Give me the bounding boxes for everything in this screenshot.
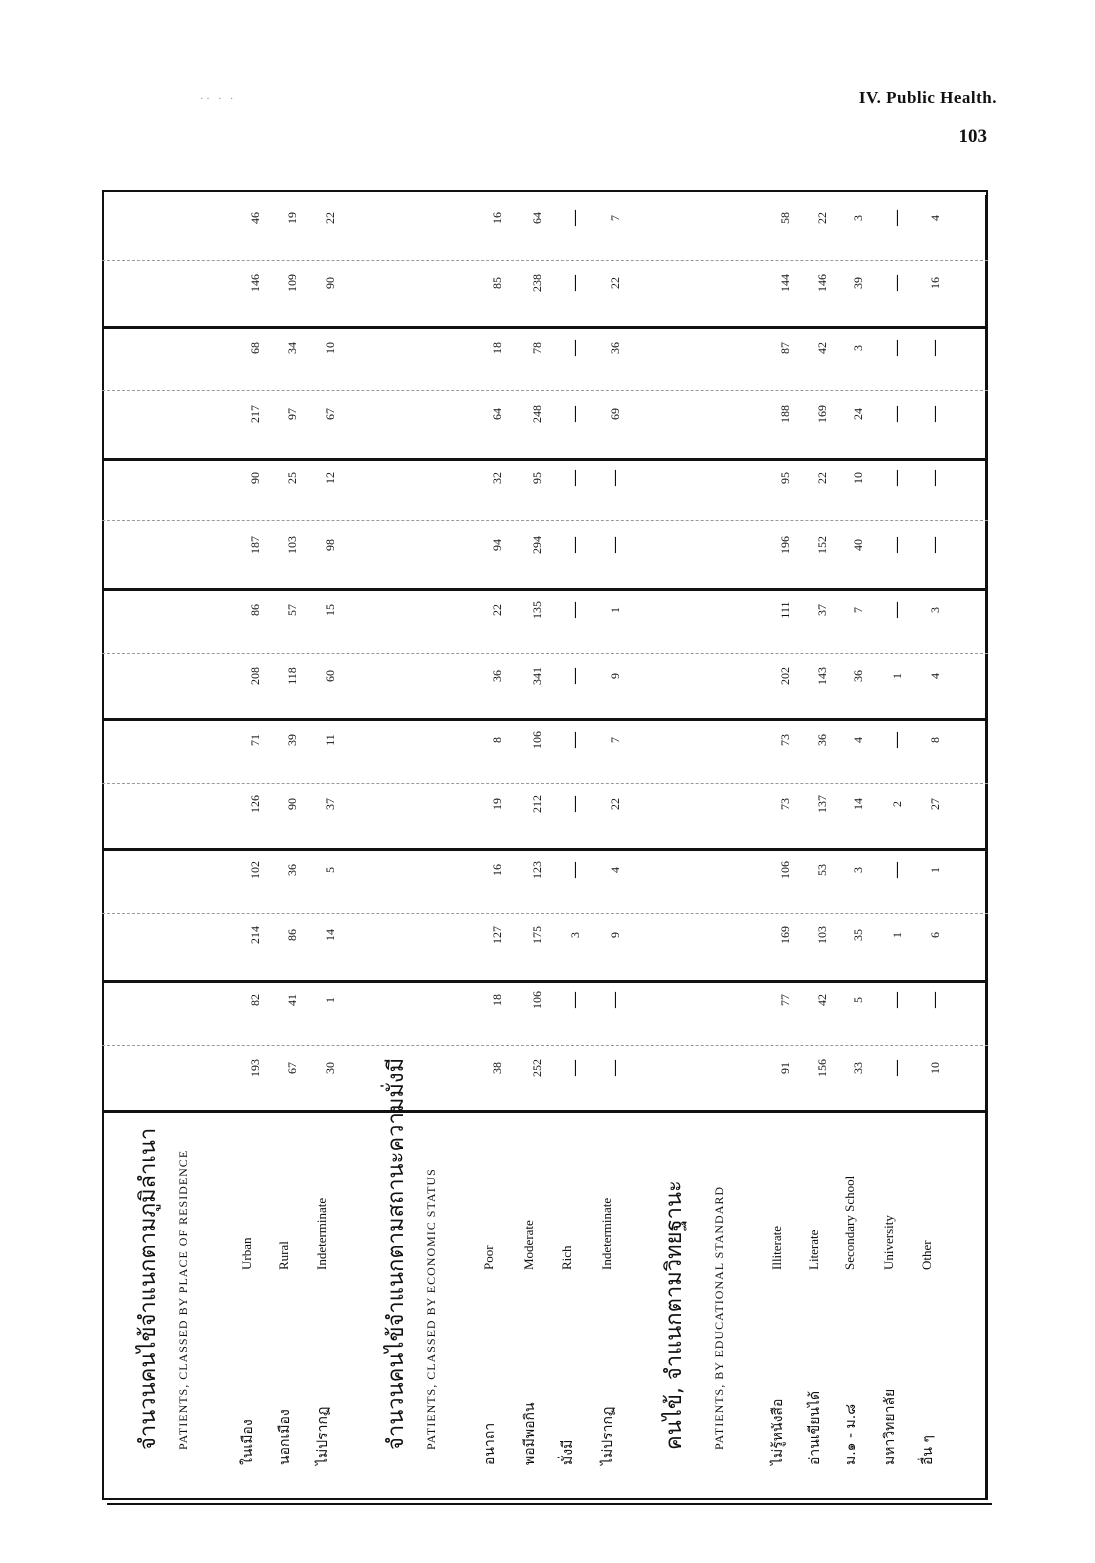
table-cell: 36	[815, 734, 829, 746]
column-separator-thin	[102, 913, 988, 914]
row-label-en-wrap	[919, 1240, 934, 1271]
table-cell: 64	[490, 408, 504, 420]
table-cell: —	[606, 470, 623, 486]
table-cell: 22	[323, 212, 337, 224]
table-cell: 152	[815, 536, 829, 554]
column-separator-thin	[102, 520, 988, 521]
table-cell: 34	[285, 342, 299, 354]
table-cell: 19	[490, 798, 504, 810]
table-cell: 46	[248, 212, 262, 224]
table-cell: 143	[815, 667, 829, 685]
table-cell: 3	[851, 867, 865, 873]
table-cell: 217	[248, 405, 262, 423]
table-cell: 18	[490, 342, 504, 354]
table-cell: 169	[778, 926, 792, 944]
table-cell: 1	[890, 673, 904, 679]
row-label-en-wrap	[881, 1215, 896, 1271]
row-label-en: Rich	[559, 1245, 574, 1270]
table-cell: 94	[490, 539, 504, 551]
table-cell: 58	[778, 212, 792, 224]
table-cell: 3	[568, 932, 582, 938]
table-cell: —	[566, 602, 583, 618]
table-cell: 39	[285, 734, 299, 746]
table-cell: —	[606, 1060, 623, 1076]
table-cell: 2	[890, 801, 904, 807]
row-label-thai: มั่งมี	[560, 1439, 576, 1465]
table-cell: 106	[530, 991, 544, 1009]
row-label-thai: ไม่ปรากฏ	[600, 1406, 616, 1465]
table-cell: 78	[530, 342, 544, 354]
table-cell: 87	[778, 342, 792, 354]
table-cell: 15	[323, 604, 337, 616]
table-cell: 118	[285, 667, 299, 685]
table-cell: 22	[608, 798, 622, 810]
table-cell: —	[566, 796, 583, 812]
table-cell: 37	[815, 604, 829, 616]
page-number: 103	[958, 126, 987, 147]
row-label-en: Secondary School	[842, 1175, 857, 1270]
column-separator-thin	[102, 653, 988, 654]
table-cell: 196	[778, 536, 792, 554]
column-separator-thin	[102, 1045, 988, 1046]
group-heading-thai: จำนวนคนไข้จำแนกตามสถานะความมั่งมี	[384, 1057, 409, 1450]
table-cell: 86	[285, 929, 299, 941]
row-label-en-wrap	[521, 1220, 536, 1271]
table-cell: 9	[608, 932, 622, 938]
table-cell: 11	[323, 734, 337, 746]
table-cell: 146	[815, 274, 829, 292]
table-cell: —	[888, 406, 905, 422]
row-label-en: Poor	[481, 1245, 496, 1270]
table-cell: —	[566, 1060, 583, 1076]
table-cell: 4	[928, 673, 942, 679]
row-label-en: Other	[919, 1240, 934, 1270]
table-cell: —	[926, 406, 943, 422]
row-label-thai-wrap	[882, 1388, 898, 1466]
row-label-thai-wrap	[240, 1419, 256, 1466]
table-cell: 9	[608, 673, 622, 679]
row-label-en: Rural	[276, 1241, 291, 1270]
table-cell: 4	[851, 737, 865, 743]
table-cell: 41	[285, 994, 299, 1006]
group-heading-en-wrap	[424, 1168, 438, 1451]
table-cell: 22	[608, 277, 622, 289]
table-cell: —	[888, 862, 905, 878]
table-cell: 14	[851, 798, 865, 810]
table-cell: —	[888, 275, 905, 291]
table-cell: 53	[815, 864, 829, 876]
table-cell: 7	[851, 607, 865, 613]
row-label-en-wrap	[314, 1197, 329, 1271]
table-cell: 90	[285, 798, 299, 810]
table-cell: 37	[323, 798, 337, 810]
table-cell: 60	[323, 670, 337, 682]
table-cell: 24	[851, 408, 865, 420]
table-cell: 1	[608, 607, 622, 613]
row-label-thai: อนาถา	[482, 1422, 498, 1465]
table-cell: 40	[851, 539, 865, 551]
table-cell: 1	[323, 997, 337, 1003]
table-cell: 7	[608, 215, 622, 221]
table-cell: —	[566, 732, 583, 748]
table-cell: —	[566, 862, 583, 878]
table-cell: 123	[530, 861, 544, 879]
table-cell: 39	[851, 277, 865, 289]
table-cell: 1	[890, 932, 904, 938]
table-cell: 10	[323, 342, 337, 354]
table-cell: 98	[323, 539, 337, 551]
table-cell: 22	[815, 472, 829, 484]
table-cell: 175	[530, 926, 544, 944]
row-label-en: Moderate	[521, 1220, 536, 1270]
row-label-en: Literate	[806, 1229, 821, 1270]
table-cell: 109	[285, 274, 299, 292]
table-cell: —	[888, 1060, 905, 1076]
table-cell: 22	[490, 604, 504, 616]
table-cell: —	[566, 537, 583, 553]
table-cell: 68	[248, 342, 262, 354]
row-label-en-wrap	[599, 1197, 614, 1271]
table-cell: —	[566, 668, 583, 684]
table-cell: 169	[815, 405, 829, 423]
table-cell: 248	[530, 405, 544, 423]
table-cell: —	[566, 992, 583, 1008]
table-cell: 102	[248, 861, 262, 879]
table-cell: 127	[490, 926, 504, 944]
group-heading-thai-wrap	[136, 1127, 161, 1451]
row-label-en-wrap	[276, 1241, 291, 1271]
table-cell: 42	[815, 994, 829, 1006]
column-separator-thin	[102, 390, 988, 391]
table-cell: 67	[323, 408, 337, 420]
row-label-thai-wrap	[315, 1406, 331, 1466]
table-cell: 103	[285, 536, 299, 554]
row-label-thai: ไม่ปรากฏ	[315, 1406, 331, 1465]
table-cell: —	[888, 602, 905, 618]
table-cell: 135	[530, 601, 544, 619]
table-cell: 5	[323, 867, 337, 873]
row-label-thai-wrap	[482, 1422, 498, 1466]
row-label-en: Urban	[239, 1237, 254, 1270]
table-cell: 16	[490, 864, 504, 876]
row-label-thai: นอกเมือง	[277, 1409, 293, 1465]
table-cell: 238	[530, 274, 544, 292]
table-cell: 214	[248, 926, 262, 944]
row-label-thai-wrap	[522, 1402, 538, 1466]
row-label-en: University	[881, 1215, 896, 1270]
table-cell: 3	[851, 215, 865, 221]
row-label-en: Indeterminate	[314, 1197, 329, 1270]
row-label-thai: ไม่รู้หนังสือ	[770, 1398, 786, 1465]
group-heading-thai: คนไข้, จำแนกตามวิทยฐานะ	[662, 1180, 687, 1450]
table-cell: 36	[608, 342, 622, 354]
table-cell: 33	[851, 1062, 865, 1074]
table-cell: 32	[490, 472, 504, 484]
table-cell: 137	[815, 795, 829, 813]
group-heading-thai: จำนวนคนไข้จำแนกตามภูมิลำเนา	[136, 1127, 161, 1450]
group-heading-en: PATIENTS, CLASSED BY PLACE OF RESIDENCE	[176, 1149, 190, 1450]
table-cell: 19	[285, 212, 299, 224]
table-cell: 16	[928, 277, 942, 289]
table-cell: 1	[928, 867, 942, 873]
table-cell: —	[888, 537, 905, 553]
row-label-thai-wrap	[600, 1406, 616, 1466]
table-cell: —	[606, 537, 623, 553]
table-cell: 10	[928, 1062, 942, 1074]
table-cell: 36	[490, 670, 504, 682]
row-label-en-wrap	[842, 1175, 857, 1271]
table-cell: 187	[248, 536, 262, 554]
table-cell: 146	[248, 274, 262, 292]
table-cell: 4	[608, 867, 622, 873]
table-cell: 106	[778, 861, 792, 879]
table-cell: 294	[530, 536, 544, 554]
table-cell: 111	[778, 601, 792, 619]
table-cell: 91	[778, 1062, 792, 1074]
table-cell: 3	[851, 345, 865, 351]
table-cell: 30	[323, 1062, 337, 1074]
group-heading-en-wrap	[176, 1149, 190, 1451]
table-cell: 85	[490, 277, 504, 289]
table-cell: 38	[490, 1062, 504, 1074]
table-cell: 3	[928, 607, 942, 613]
table-cell: 6	[928, 932, 942, 938]
statistics-table	[102, 190, 988, 1500]
row-label-en: Illiterate	[769, 1225, 784, 1270]
table-cell: 4	[928, 215, 942, 221]
table-cell: 18	[490, 994, 504, 1006]
row-label-thai: อื่น ๆ	[920, 1435, 936, 1465]
row-label-en-wrap	[239, 1237, 254, 1271]
table-cell: —	[888, 732, 905, 748]
table-cell: 5	[851, 997, 865, 1003]
table-cell: 95	[530, 472, 544, 484]
table-cell: 36	[285, 864, 299, 876]
table-cell: 73	[778, 798, 792, 810]
table-cell: 35	[851, 929, 865, 941]
row-label-en-wrap	[769, 1225, 784, 1271]
table-cell: 8	[490, 737, 504, 743]
running-header: IV. Public Health.	[858, 88, 997, 107]
table-cell: —	[606, 992, 623, 1008]
table-cell: 95	[778, 472, 792, 484]
table-cell: 106	[530, 731, 544, 749]
table-cell: 10	[851, 472, 865, 484]
table-cell: —	[566, 210, 583, 226]
table-cell: 126	[248, 795, 262, 813]
table-cell: —	[926, 470, 943, 486]
table-cell: 90	[248, 472, 262, 484]
table-cell: 7	[608, 737, 622, 743]
table-cell: 69	[608, 408, 622, 420]
table-cell: 71	[248, 734, 262, 746]
table-cell: 193	[248, 1059, 262, 1077]
row-label-thai-wrap	[807, 1390, 823, 1466]
table-cell: 82	[248, 994, 262, 1006]
row-label-thai-wrap	[560, 1439, 576, 1466]
table-cell: —	[888, 340, 905, 356]
table-cell: 252	[530, 1059, 544, 1077]
group-heading-thai-wrap	[662, 1180, 687, 1451]
table-cell: 42	[815, 342, 829, 354]
table-cell: 36	[851, 670, 865, 682]
table-cell: 156	[815, 1059, 829, 1077]
table-cell: —	[566, 340, 583, 356]
table-cell: 97	[285, 408, 299, 420]
row-label-thai: อ่านเขียนได้	[807, 1390, 823, 1465]
table-cell: 67	[285, 1062, 299, 1074]
table-cell: 12	[323, 472, 337, 484]
group-heading-en: PATIENTS, CLASSED BY ECONOMIC STATUS	[424, 1168, 438, 1450]
row-label-thai-wrap	[843, 1404, 859, 1466]
row-label-thai-wrap	[277, 1409, 293, 1466]
table-cell: 86	[248, 604, 262, 616]
group-heading-en: PATIENTS, BY EDUCATIONAL STANDARD	[712, 1185, 726, 1450]
table-cell: —	[926, 992, 943, 1008]
table-cell: —	[888, 470, 905, 486]
table-cell: —	[926, 340, 943, 356]
row-label-thai-wrap	[920, 1435, 936, 1466]
table-cell: —	[566, 470, 583, 486]
table-cell: 77	[778, 994, 792, 1006]
header-smudge: ·· · ·	[200, 94, 237, 105]
group-heading-thai-wrap	[384, 1057, 409, 1451]
table-cell: —	[566, 275, 583, 291]
table-cell: 208	[248, 667, 262, 685]
column-separator-thin	[102, 260, 988, 261]
table-cell: 202	[778, 667, 792, 685]
row-label-thai: ม.๑ - ม.๘	[843, 1404, 859, 1465]
table-cell: 341	[530, 667, 544, 685]
table-cell: 16	[490, 212, 504, 224]
table-cell: —	[926, 537, 943, 553]
table-cell: 103	[815, 926, 829, 944]
table-cell: 64	[530, 212, 544, 224]
row-label-thai: ในเมือง	[240, 1419, 256, 1465]
column-separator-thick	[102, 1110, 988, 1113]
row-label-thai: มหาวิทยาลัย	[882, 1388, 898, 1465]
table-cell: 27	[928, 798, 942, 810]
row-label-en-wrap	[806, 1229, 821, 1271]
row-label-thai: พอมีพอกิน	[522, 1402, 538, 1465]
table-cell: —	[566, 406, 583, 422]
table-cell: 73	[778, 734, 792, 746]
table-cell: —	[888, 992, 905, 1008]
row-label-en: Indeterminate	[599, 1197, 614, 1270]
table-cell: 90	[323, 277, 337, 289]
table-cell: —	[888, 210, 905, 226]
table-cell: 25	[285, 472, 299, 484]
group-heading-en-wrap	[712, 1185, 726, 1451]
row-label-en-wrap	[559, 1245, 574, 1271]
table-cell: 188	[778, 405, 792, 423]
table-cell: 57	[285, 604, 299, 616]
table-cell: 22	[815, 212, 829, 224]
table-cell: 144	[778, 274, 792, 292]
row-label-en-wrap	[481, 1245, 496, 1271]
table-cell: 8	[928, 737, 942, 743]
row-label-thai-wrap	[770, 1398, 786, 1466]
table-cell: 212	[530, 795, 544, 813]
table-cell: 14	[323, 929, 337, 941]
